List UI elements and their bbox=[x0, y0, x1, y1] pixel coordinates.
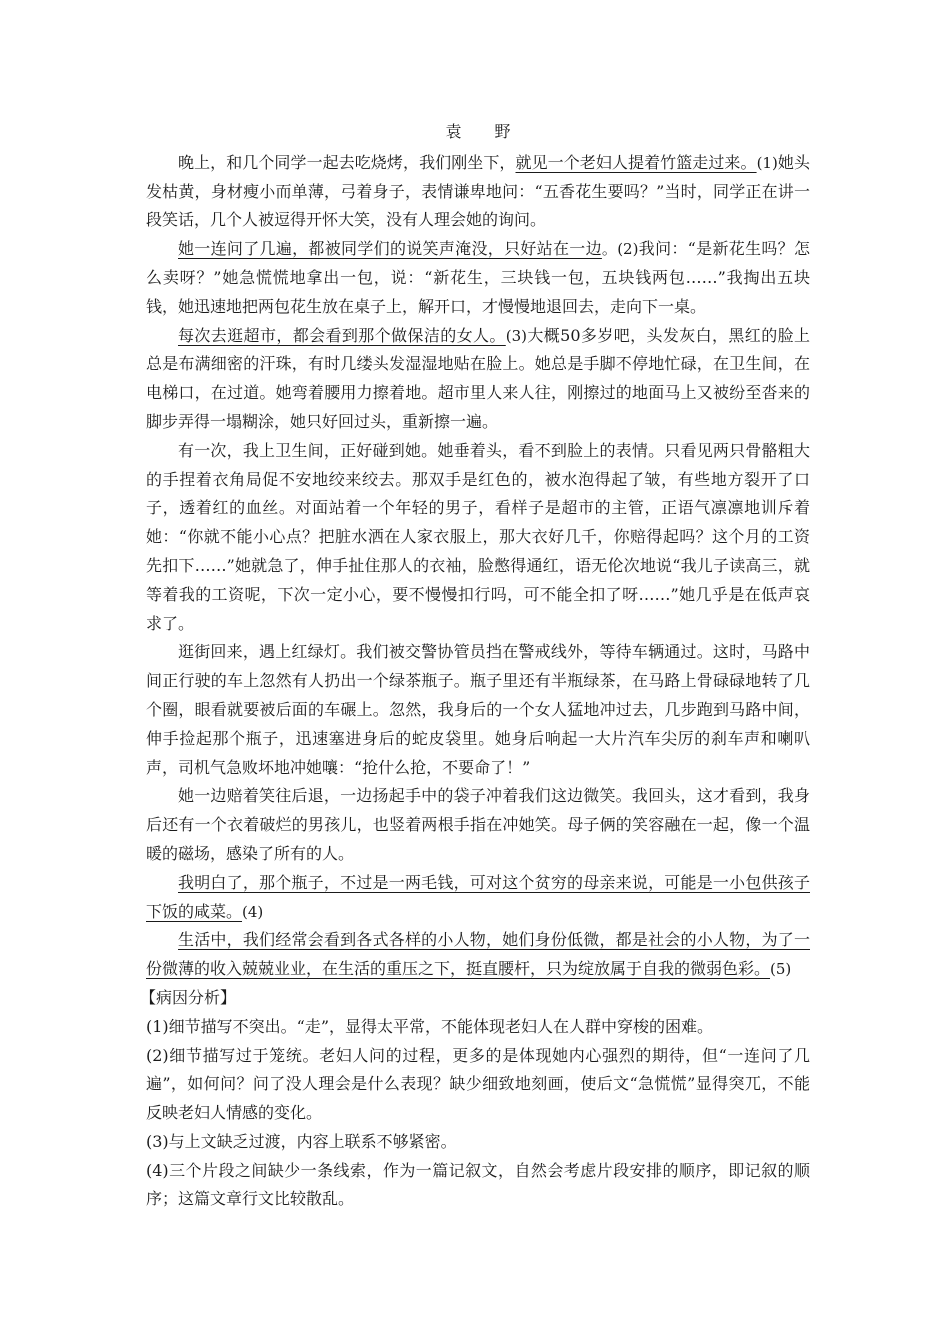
underlined-sentence-5: 生活中，我们经常会看到各式各样的小人物，她们身份低微，都是社会的小人物，为了一份微薄的收入兢兢业业，在生活的重压之下，挺直腰杆，只为绽放属于自我的微弱色彩。 bbox=[146, 930, 810, 979]
paragraph-8 bbox=[146, 926, 810, 984]
annotation-mark-4: (4) bbox=[242, 902, 264, 921]
annotation-mark-1: (1) bbox=[756, 153, 778, 172]
annotation-mark-3: (3) bbox=[505, 326, 528, 345]
underlined-sentence-4: 我明白了，那个瓶子，不过是一两毛钱，可对这个贫穷的母亲来说，可能是一小包供孩子下饭的咸菜。 bbox=[146, 872, 810, 921]
analysis-heading: 【病因分析】 bbox=[140, 987, 237, 1007]
paragraph-4 bbox=[146, 437, 810, 639]
paragraph-1-text: 她头发枯黄，身材瘦小而单薄，弓着身子，表情谦卑地问：“五香花生要吗？”当时，同学正在讲一段笑话，几个人被逗得开怀大笑，没有人理会她的询问。 bbox=[146, 152, 810, 230]
paragraph-1-lead: 晚上，和几个同学一起去吃烧烤，我们刚坐下， bbox=[178, 152, 516, 172]
author-name: 袁 野 bbox=[445, 122, 525, 141]
paragraph-6-text: 她一边赔着笑往后退，一边扬起手中的袋子冲着我们这边微笑。我回头，这才看到，我身后还有一个衣着破烂的男孩儿，也竖着两根手指在冲她笑。母子俩的笑容融在一起，像一个温暖的磁场，感染了所有的人。 bbox=[146, 786, 810, 863]
underlined-sentence-2: 她一连问了几遍，都被同学们的说笑声淹没，只好站在一边 bbox=[178, 239, 602, 259]
underlined-sentence-3: 每次去逛超市，都会看到那个做保洁的女人。 bbox=[178, 325, 506, 345]
analysis-note-1: (1)细节描写不突出。“走”，显得太平常，不能体现老妇人在人群中穿梭的困难。 bbox=[146, 1016, 714, 1036]
annotation-mark-2: 。(2) bbox=[601, 240, 639, 259]
paragraph-5-text: 逛街回来，遇上红绿灯。我们被交警协管员挡在警戒线外，等待车辆通过。这时，马路中间正行驶的车上忽然有人扔出一个绿茶瓶子。瓶子里还有半瓶绿茶，在马路上骨碌碌地转了几个圈，眼看就要被后面的车碾上。忽然，我身后的一个女人猛地冲过去，几步跑到马路中间，伸手捡起那个瓶子，迅速塞进身后的蛇皮袋里。她身后响起一大片汽车尖厉的刹车声和喇叭声，司机气急败坏地冲她嚷：“抢什么抢，不要命了！” bbox=[146, 642, 810, 777]
paragraph-2 bbox=[146, 235, 810, 321]
underlined-sentence-1: 就见一个老妇人提着竹篮走过来。 bbox=[515, 152, 757, 172]
paragraph-1 bbox=[146, 149, 810, 235]
analysis-note-4: (4)三个片段之间缺少一条线索，作为一篇记叙文，自然会考虑片段安排的顺序，即记叙的顺序；这篇文章行文比较散乱。 bbox=[146, 1160, 810, 1209]
paragraph-7 bbox=[146, 869, 810, 927]
paragraph-3-text: 大概50多岁吧，头发灰白，黑红的脸上总是布满细密的汗珠，有时几缕头发湿湿地贴在脸上。她总是手脚不停地忙碌，在卫生间，在电梯口，在过道。她弯着腰用力擦着地。超市里人来人往，刚擦过的地面马上又被纷至沓来的脚步弄得一塌糊涂，她只好回过头，重新擦一遍。 bbox=[146, 325, 810, 431]
analysis-note-2: (2)细节描写过于笼统。老妇人问的过程，更多的是体现她内心强烈的期待，但“一连问了几遍”，如何问？问了没人理会是什么表现？缺少细致地刻画，使后文“急慌慌”显得突兀，不能反映老妇人情感的变化。 bbox=[146, 1045, 810, 1123]
analysis-note-3: (3)与上文缺乏过渡，内容上联系不够紧密。 bbox=[146, 1131, 457, 1151]
annotation-mark-5: (5) bbox=[770, 960, 792, 979]
paragraph-5 bbox=[146, 638, 810, 782]
paragraph-2-text: 我问：“是新花生吗？怎么卖呀？”她急慌慌地拿出一包，说：“新花生，三块钱一包，五块钱两包……”我掏出五块钱，她迅速地把两包花生放在桌子上，解开口，才慢慢地退回去，走向下一桌。 bbox=[146, 239, 810, 316]
paragraph-4-text: 有一次，我上卫生间，正好碰到她。她垂着头，看不到脸上的表情。只看见两只骨骼粗大的手捏着衣角局促不安地绞来绞去。那双手是红色的，被水泡得起了皱，有些地方裂开了口子，透着红的血丝。对面站着一个年轻的男子，看样子是超市的主管，正语气凛凛地训斥着她：“你就不能小心点？把脏水洒在人家衣服上，那大衣好几千，你赔得起吗？这个月的工资先扣下……”她就急了，伸手扯住那人的衣袖，脸憋得通红，语无伦次地说“我儿子读高三，就等着我的工资呢，下次一定小心，要不慢慢扣行吗，可不能全扣了呀……”她几乎是在低声哀求了。 bbox=[146, 440, 810, 633]
essay-page bbox=[140, 118, 810, 1214]
paragraph-6 bbox=[146, 782, 810, 868]
paragraph-3 bbox=[146, 322, 810, 437]
